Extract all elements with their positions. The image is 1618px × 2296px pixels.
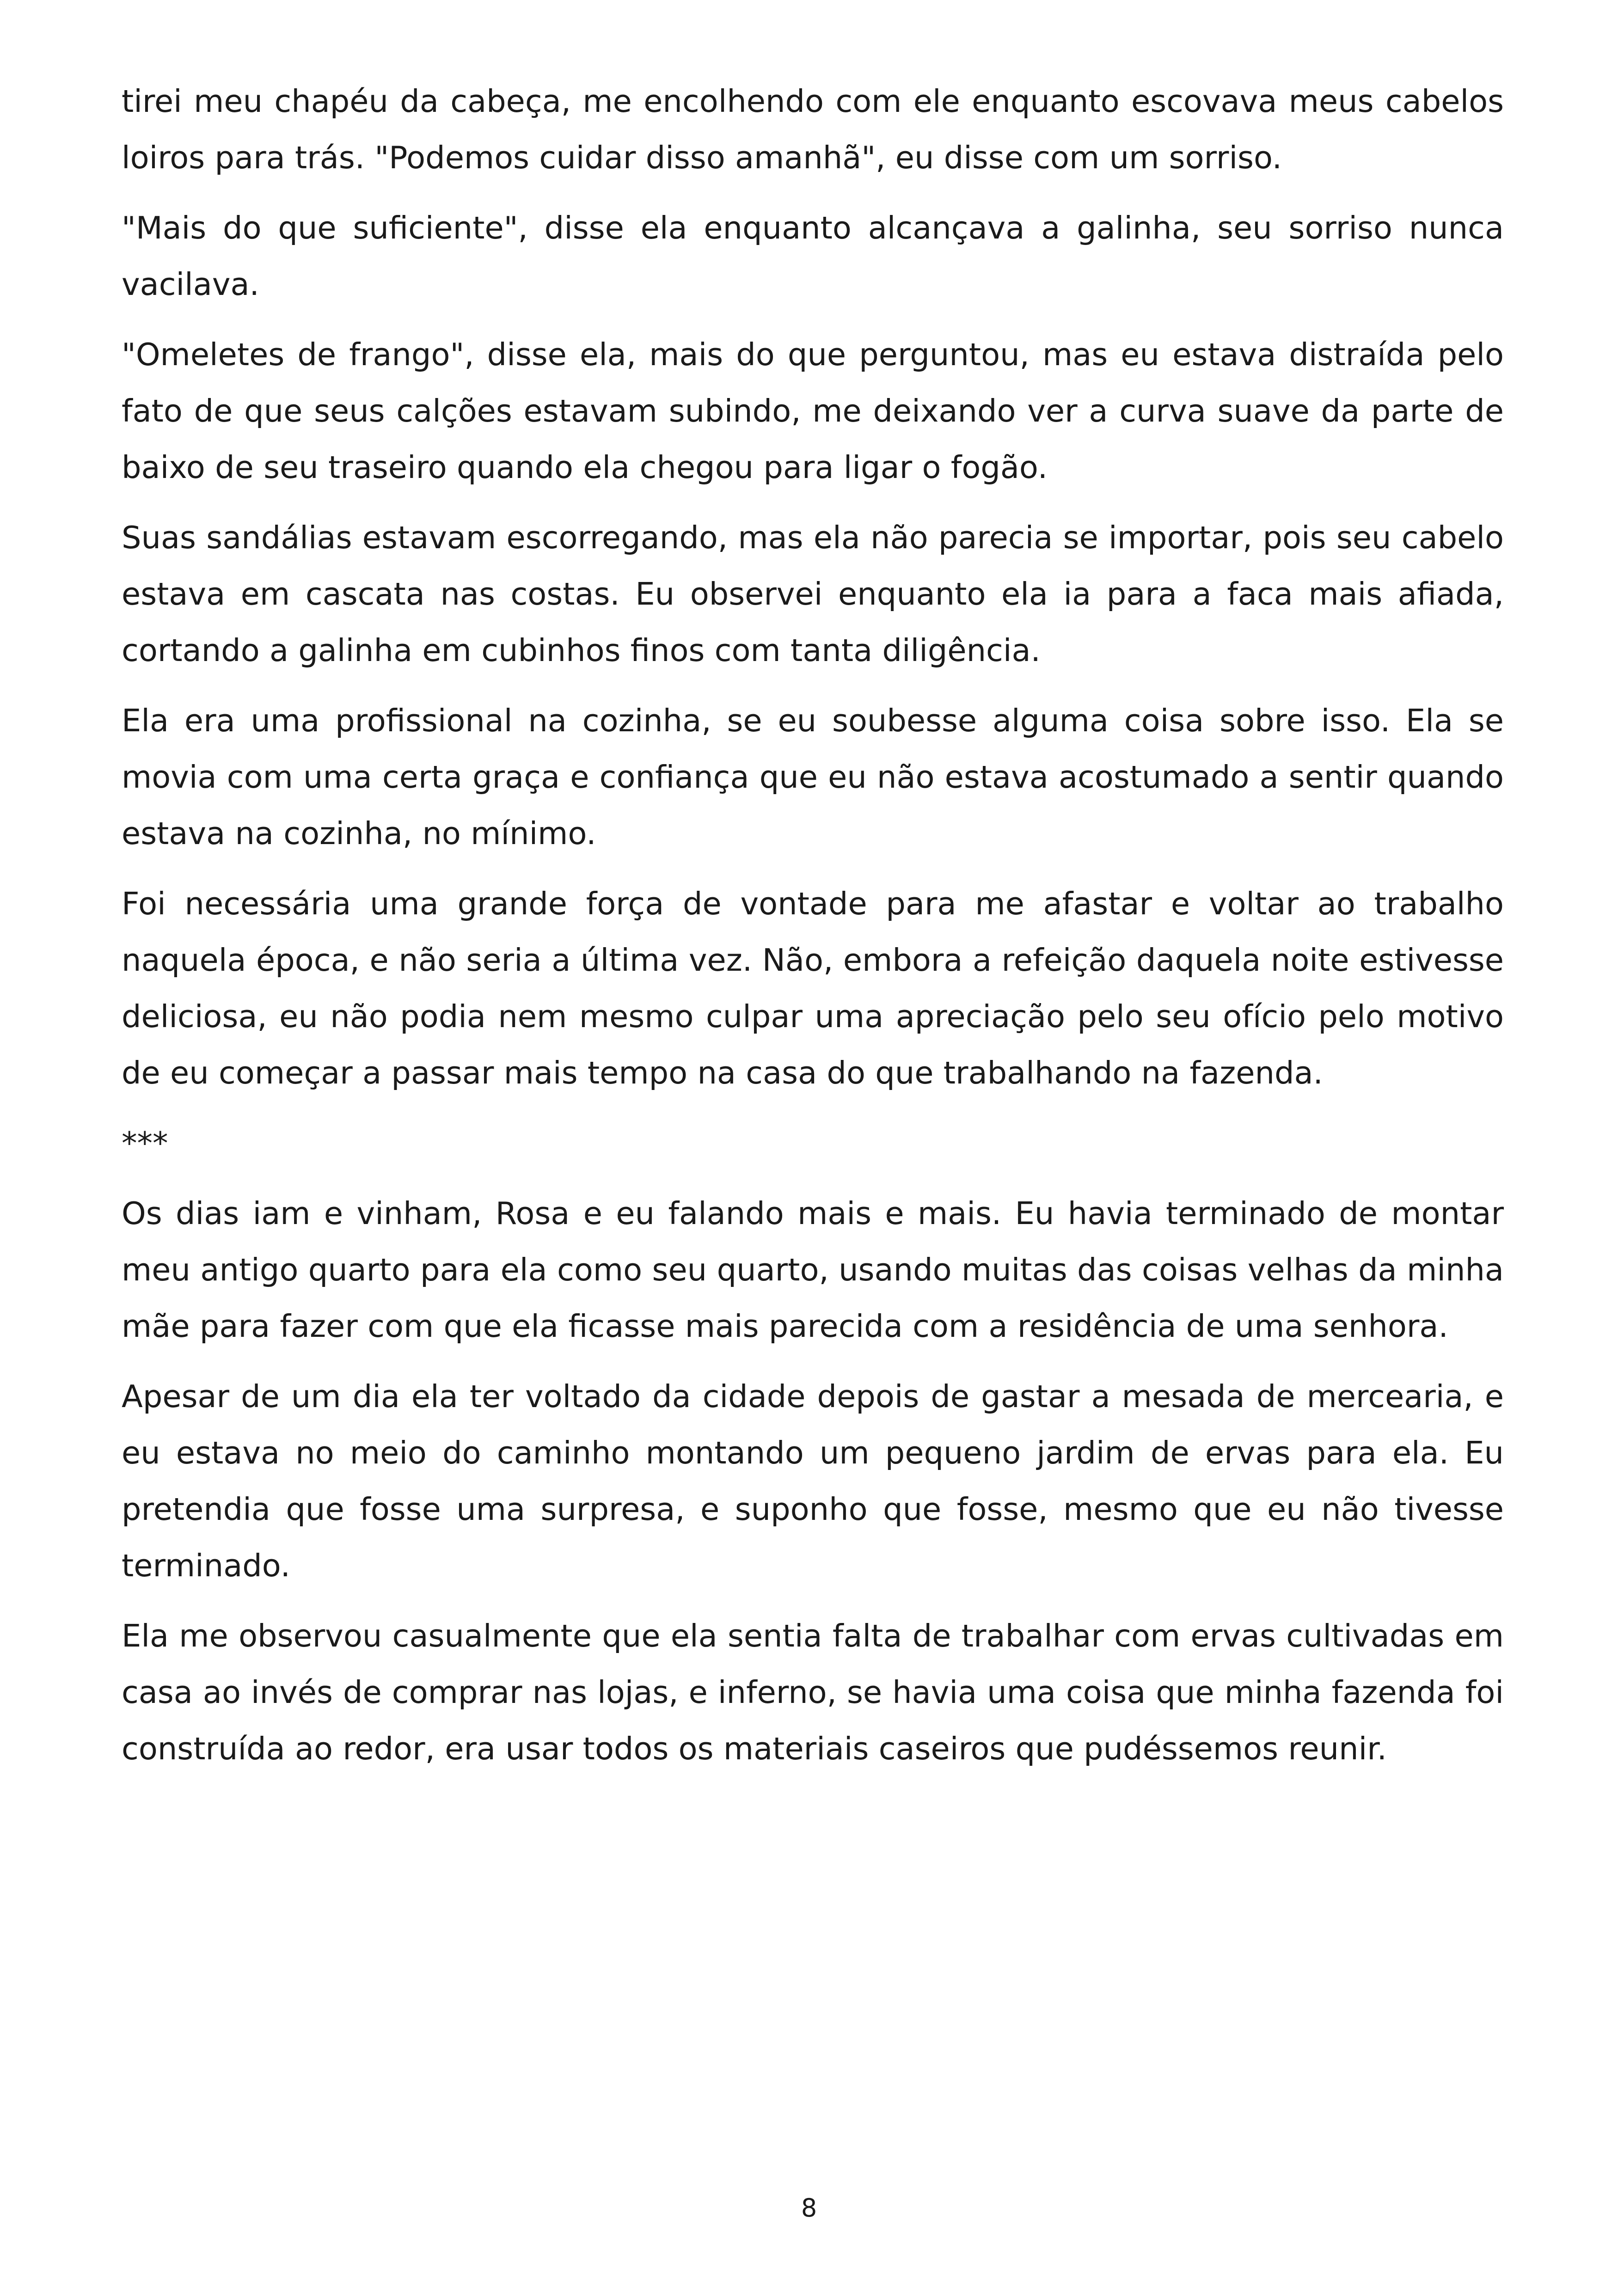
paragraph: Ela era uma profissional na cozinha, se eu soubesse alguma coisa sobre isso. Ela se movia com uma certa graça e confiança que eu não estava acostumado a sentir quando estava na cozinha, no mínimo. [122, 703, 1504, 851]
document-body [122, 73, 1504, 1791]
paragraph: "Omeletes de frango", disse ela, mais do que perguntou, mas eu estava distraída pelo fato de que seus calções estavam subindo, me deixando ver a curva suave da parte de baixo de seu traseiro quando ela chegou para ligar o fogão. [122, 337, 1504, 485]
paragraph: Suas sandálias estavam escorregando, mas ela não parecia se importar, pois seu cabelo estava em cascata nas costas. Eu observei enquanto ela ia para a faca mais afiada, cortando a galinha em cubinhos finos com tanta diligência. [122, 520, 1504, 668]
paragraph: Ela me observou casualmente que ela sentia falta de trabalhar com ervas cultivadas em casa ao invés de comprar nas lojas, e inferno, se havia uma coisa que minha fazenda foi construída ao redor, era usar todos os materiais caseiros que pudéssemos reunir. [122, 1618, 1504, 1767]
paragraph: Apesar de um dia ela ter voltado da cidade depois de gastar a mesada de mercearia, e eu estava no meio do caminho montando um pequeno jardim de ervas para ela. Eu pretendia que fosse uma surpresa, e suponho que fosse, mesmo que eu não tivesse terminado. [122, 1378, 1504, 1584]
section-separator: *** [122, 1125, 168, 1161]
paragraph: tirei meu chapéu da cabeça, me encolhendo com ele enquanto escovava meus cabelos loiros para trás. "Podemos cuidar disso amanhã", eu disse com um sorriso. [122, 83, 1504, 176]
paragraph: Os dias iam e vinham, Rosa e eu falando mais e mais. Eu havia terminado de montar meu antigo quarto para ela como seu quarto, usando muitas das coisas velhas da minha mãe para fazer com que ela ficasse mais parecida com a residência de uma senhora. [122, 1195, 1504, 1344]
paragraph: Foi necessária uma grande força de vontade para me afastar e voltar ao trabalho naquela época, e não seria a última vez. Não, embora a refeição daquela noite estivesse deliciosa, eu não podia nem mesmo culpar uma apreciação pelo seu ofício pelo motivo de eu começar a passar mais tempo na casa do que trabalhando na fazenda. [122, 886, 1504, 1091]
paragraph: "Mais do que suficiente", disse ela enquanto alcançava a galinha, seu sorriso nunca vacilava. [122, 210, 1504, 302]
page-number: 8 [801, 2193, 817, 2223]
